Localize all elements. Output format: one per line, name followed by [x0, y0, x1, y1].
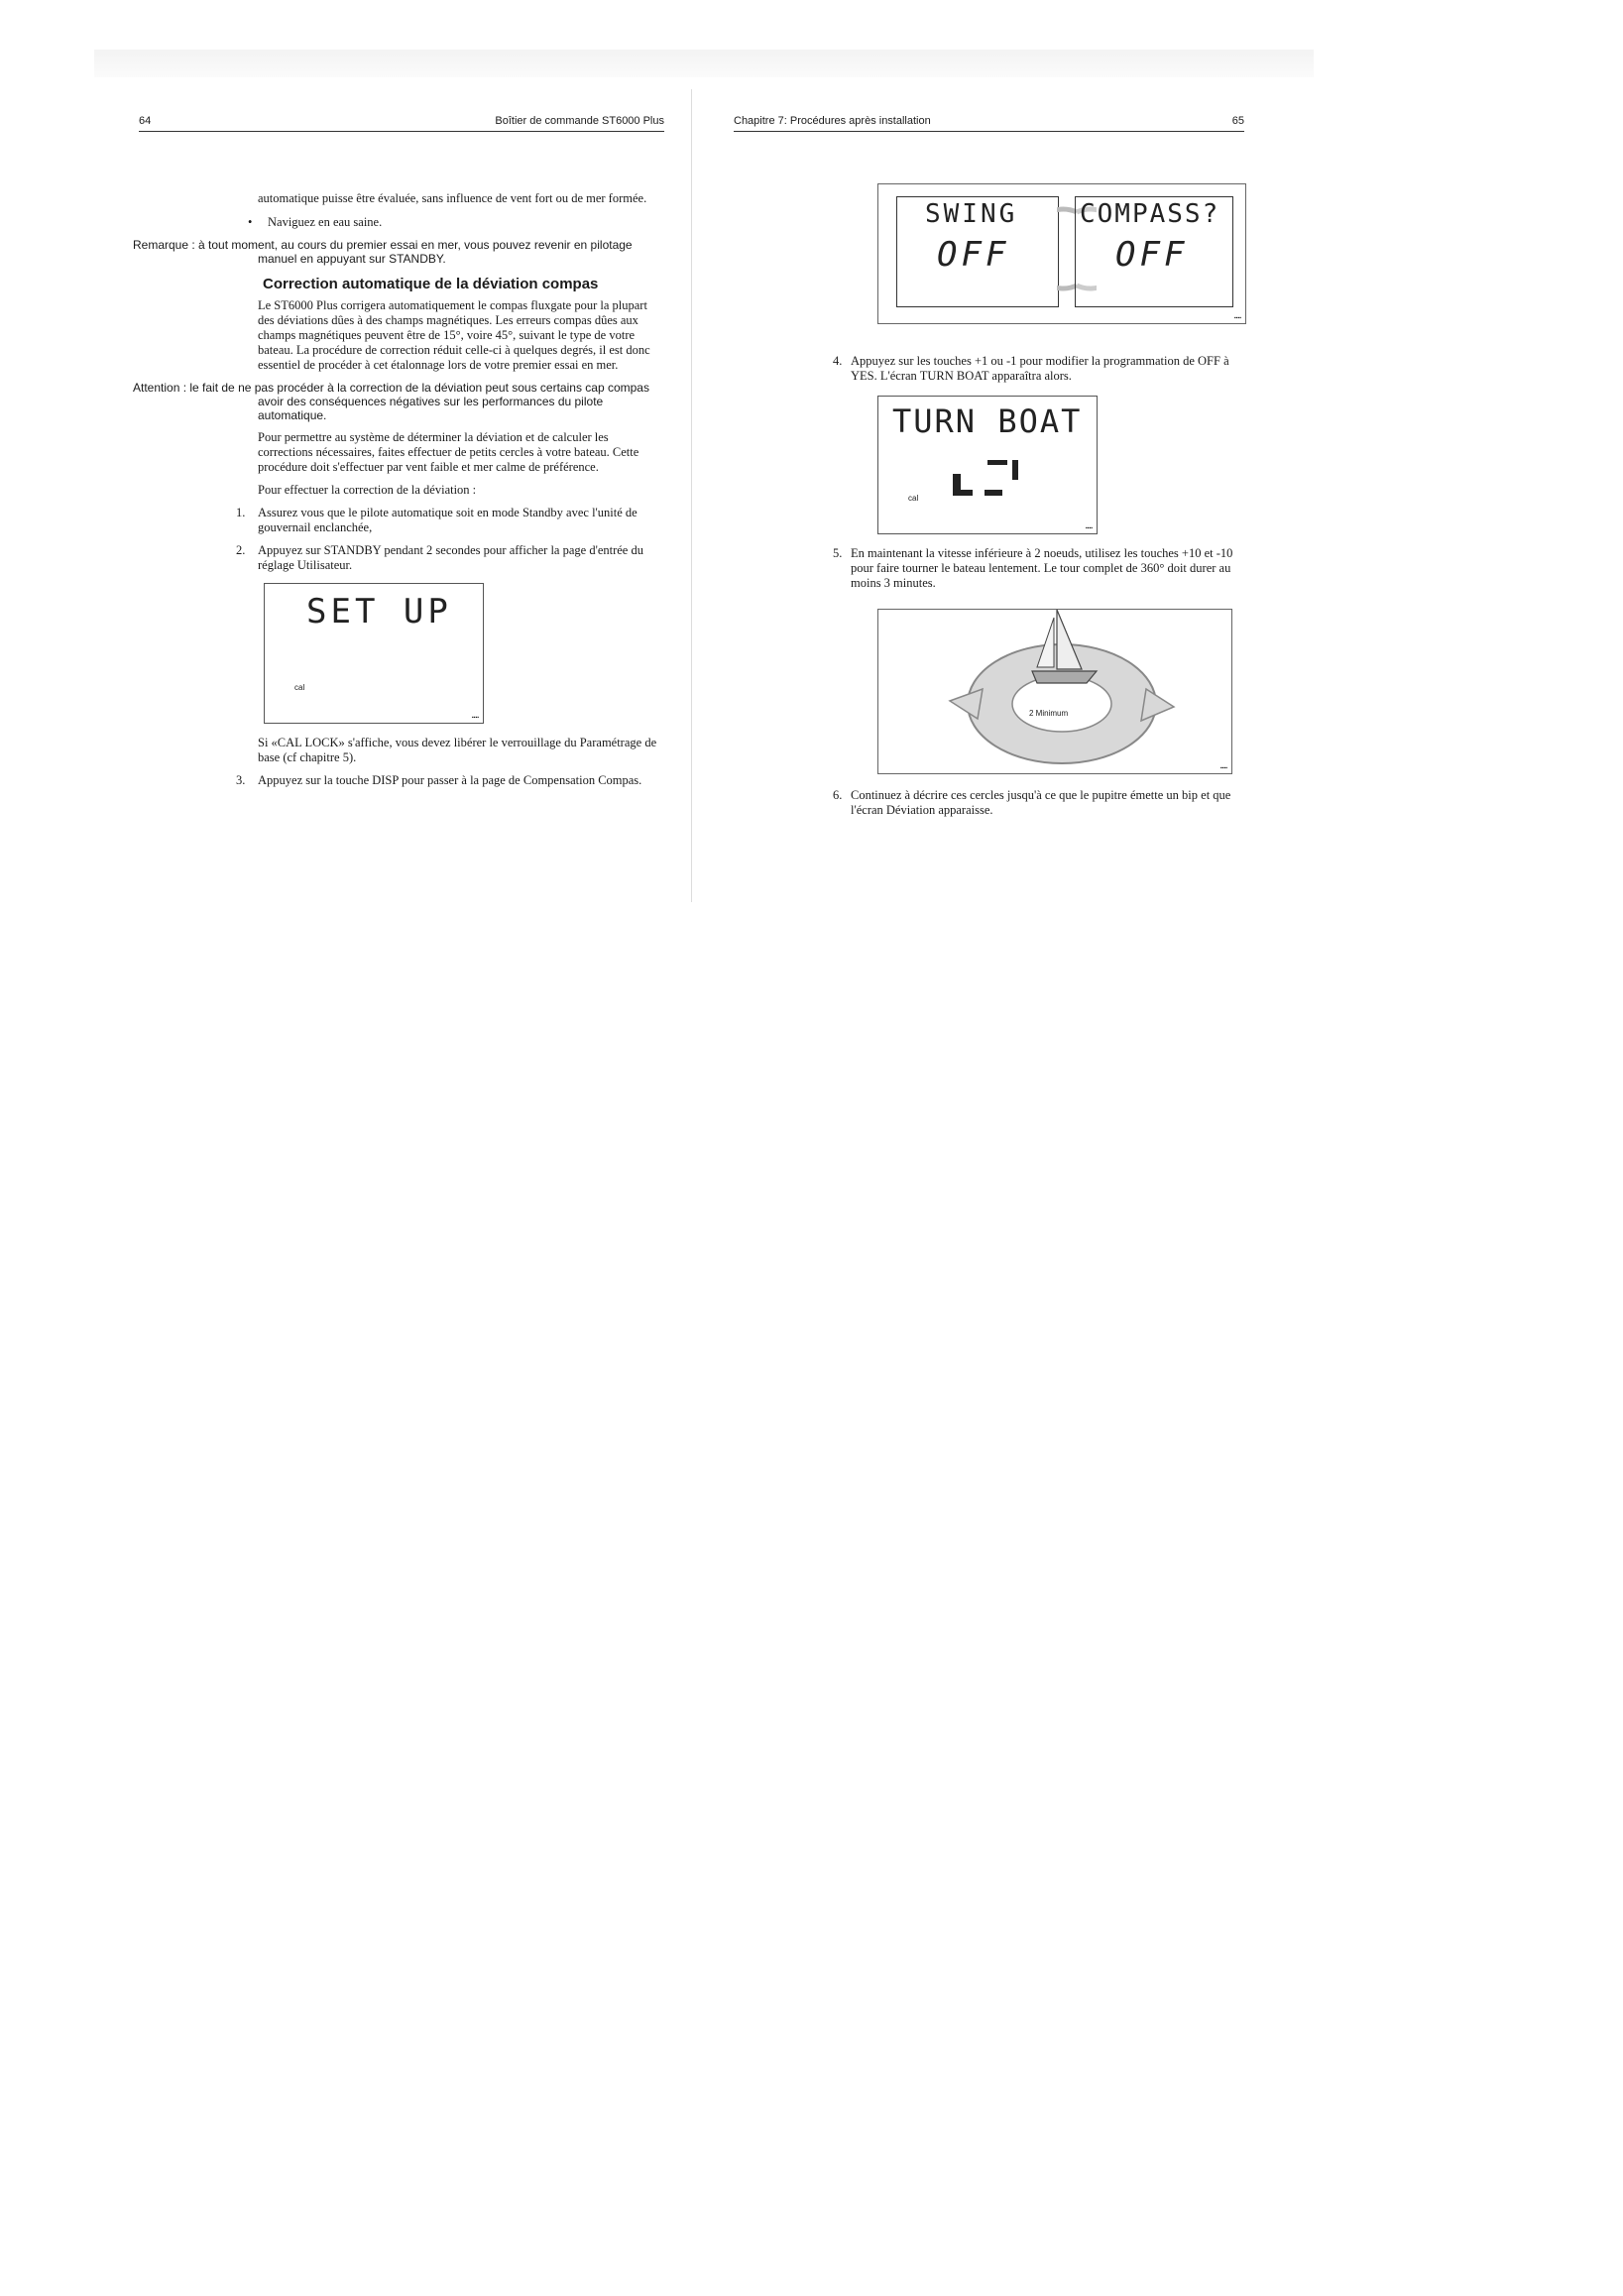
lcd-segment-icon	[933, 446, 1042, 506]
paragraph: Si «CAL LOCK» s'affiche, vous devez libérer le verrouillage du Paramétrage de base (cf chapitre 5).	[258, 736, 657, 764]
list-item	[734, 546, 1244, 591]
step-text: Assurez vous que le pilote automatique soit en mode Standby avec l'unité de gouvernail enclanchée,	[258, 506, 638, 534]
lcd-line: OFF	[937, 235, 1010, 275]
lcd-cal-label: cal	[908, 494, 919, 503]
left-page-body	[133, 132, 664, 788]
page-gutter	[691, 89, 692, 902]
step-number: 2.	[236, 543, 246, 557]
turn-duration-label: 2 Minimum	[1029, 709, 1069, 718]
list-item	[139, 506, 664, 535]
intro-text: automatique puisse être évaluée, sans influence de vent fort ou de mer formée.	[258, 191, 647, 205]
bullet-icon: •	[248, 215, 253, 229]
lcd-line: COMPASS?	[1080, 199, 1220, 229]
figure-code: ▪▪▪▪	[1233, 315, 1241, 321]
running-title: Chapitre 7: Procédures après installation	[734, 115, 931, 127]
left-page	[133, 109, 664, 788]
paragraph: Pour effectuer la correction de la déviation :	[258, 483, 477, 497]
step-text: Continuez à décrire ces cercles jusqu'à ce que le pupitre émette un bip et que l'écran Déviation apparaisse.	[851, 788, 1231, 817]
page-number: 65	[1231, 115, 1244, 127]
lcd-turn-boat-figure	[877, 396, 1098, 534]
step-number: 1.	[236, 506, 246, 519]
bullet-text: Naviguez en eau saine.	[268, 215, 383, 229]
list-item	[139, 773, 664, 788]
running-title: Boîtier de commande ST6000 Plus	[495, 115, 664, 127]
lcd-panel-left	[896, 196, 1059, 307]
lcd-text: TURN BOAT	[892, 402, 1083, 440]
lcd-panel-right	[1075, 196, 1233, 307]
figure-code: ▪▪▪▪	[1085, 525, 1093, 531]
lcd-cal-label: cal	[294, 683, 305, 692]
paragraph: Le ST6000 Plus corrigera automatiquement le compas fluxgate pour la plupart des déviations dûes à des champs magnétiques. Les erreurs compas dûes aux champs magnétiques peuvent être de 15°, voire 45°, suivant le type de votre bateau. La procédure de correction réduit celle-ci à quelques degrés, il est donc essentiel de procéder à cet étalonnage lors de votre premier essai en mer.	[258, 298, 650, 372]
turning-boat-figure	[877, 609, 1232, 774]
lcd-line: OFF	[1115, 235, 1189, 275]
attention-note: Attention : le fait de ne pas procéder à la correction de la déviation peut sous certains cap compas avoir des conséquences négatives sur les performances du pilote automatique.	[133, 381, 649, 422]
step-text: En maintenant la vitesse inférieure à 2 noeuds, utilisez les touches +10 et -10 pour faire tourner le bateau lentement. Le tour complet de 360° doit durer au moins 3 minutes.	[851, 546, 1233, 590]
step-number: 3.	[236, 773, 246, 787]
step-text: Appuyez sur les touches +1 ou -1 pour modifier la programmation de OFF à YES. L'écran TURN BOAT apparaîtra alors.	[851, 354, 1229, 383]
section-heading: Correction automatique de la déviation compas	[263, 276, 599, 292]
paragraph: Pour permettre au système de déterminer la déviation et de calculer les corrections nécessaires, faites effectuer de petits cercles à votre bateau. Cette procédure doit s'effectuer par vent faible et mer calme de préférence.	[258, 430, 639, 474]
right-page	[734, 109, 1244, 818]
lcd-line: SWING	[925, 199, 1018, 229]
circular-arrow-icon	[938, 600, 1186, 773]
lcd-text: SET UP	[306, 592, 452, 631]
scan-edge	[94, 50, 1314, 77]
list-item	[139, 215, 664, 230]
list-item	[139, 543, 664, 573]
right-page-header	[734, 109, 1244, 132]
lcd-setup-figure	[264, 583, 484, 724]
step-number: 6.	[833, 788, 843, 802]
step-text: Appuyez sur la touche DISP pour passer à la page de Compensation Compas.	[258, 773, 642, 787]
right-page-body	[734, 132, 1244, 818]
step-number: 4.	[833, 354, 843, 368]
step-text: Appuyez sur STANDBY pendant 2 secondes pour afficher la page d'entrée du réglage Utilisateur.	[258, 543, 643, 572]
page-number: 64	[139, 115, 152, 127]
lcd-swing-figure	[877, 183, 1246, 324]
left-page-header	[139, 109, 664, 132]
remark-note: Remarque : à tout moment, au cours du premier essai en mer, vous pouvez revenir en pilotage manuel en appuyant sur STANDBY.	[133, 238, 633, 266]
list-item	[734, 788, 1244, 818]
step-number: 5.	[833, 546, 843, 560]
list-item	[734, 354, 1244, 384]
figure-code: ▪▪▪▪	[1219, 765, 1227, 771]
figure-code: ▪▪▪▪	[471, 715, 479, 721]
